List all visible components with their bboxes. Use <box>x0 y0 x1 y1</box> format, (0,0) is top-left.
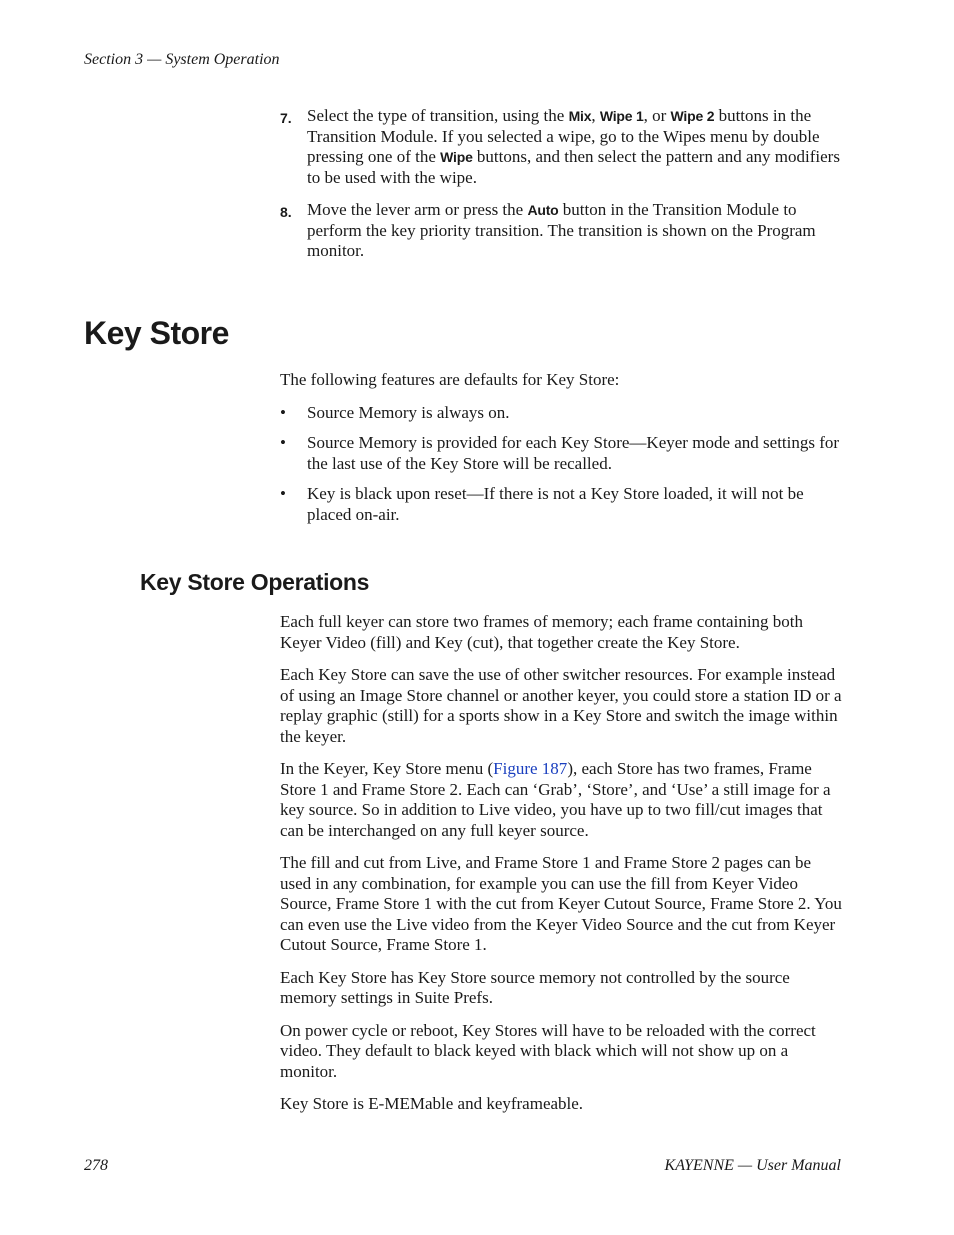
paragraph: The fill and cut from Live, and Frame Store 1 and Frame Store 2 pages can be used in any combination, for example you can use the fill from Keyer Video Source, Frame Store 1 with the cut from Keyer Cutout Source, Frame Store 2. You can even use the Live video from the Keyer Video Source and the cut from Keyer Cutout Source, Frame Store 1. <box>280 853 842 954</box>
step-number: 7. <box>280 110 292 126</box>
paragraph: Each full keyer can store two frames of memory; each frame containing both Keyer Video (fill) and Key (cut), that together create the Key Store. <box>280 612 804 652</box>
step-number: 8. <box>280 204 292 220</box>
paragraph: On power cycle or reboot, Key Stores will have to be reloaded with the correct video. They default to black keyed with black which will not show up on a monitor. <box>280 1020 816 1081</box>
mix-button-label: Mix <box>568 108 592 124</box>
step-7 <box>280 106 840 188</box>
list-item: • Source Memory is provided for each Key Store—Keyer mode and settings for the last use of the Key Store will be recalled. <box>280 433 840 473</box>
auto-button-label: Auto <box>527 202 559 218</box>
intro-paragraph: The following features are defaults for Key Store: <box>280 370 620 389</box>
paragraph: In the Keyer, Key Store menu (Figure 187), each Store has two frames, Frame Store 1 and Frame Store 2. Each can ‘Grab’, ‘Store’, and ‘Use’ a still image for a key source. So in addition to Live video, you have up to two fill/cut images that can be interchanged on any full keyer source. <box>280 759 831 840</box>
procedure-steps <box>280 106 840 274</box>
wipe-button-label: Wipe <box>440 149 473 165</box>
figure-187-link[interactable]: Figure 187 <box>493 759 568 778</box>
page-number: 278 <box>84 1157 108 1174</box>
running-head: Section 3 — System Operation <box>84 51 280 68</box>
step-text: Move the lever arm or press the Auto button in the Transition Module to perform the key priority transition. The transition is shown on the Program monitor. <box>307 200 816 260</box>
key-store-section <box>280 370 842 535</box>
section-heading-key-store: Key Store <box>84 315 229 351</box>
bullet-icon: • <box>280 484 286 503</box>
paragraph: Each Key Store has Key Store source memory not controlled by the source memory settings in Suite Prefs. <box>280 967 790 1007</box>
wipe-1-button-label: Wipe 1 <box>599 108 644 124</box>
subsection-heading-key-store-operations: Key Store Operations <box>140 569 370 595</box>
step-text: Select the type of transition, using the Mix, Wipe 1, or Wipe 2 buttons in the Transition Module. If you selected a wipe, go to the Wipes menu by double pressing one of the Wipe buttons, and then select the pattern and any modifiers to be used with the wipe. <box>307 106 840 187</box>
defaults-list <box>280 403 842 526</box>
paragraph: Each Key Store can save the use of other switcher resources. For example instead of using an Image Store channel or another keyer, you could store a station ID or a replay graphic (still) for a sports show in a Key Store and switch the image within the keyer. <box>280 665 842 746</box>
key-store-operations-section <box>280 612 842 1127</box>
footer-title: KAYENNE — User Manual <box>664 1157 841 1174</box>
paragraph: Key Store is E-MEMable and keyframeable. <box>280 1094 584 1113</box>
wipe-2-button-label: Wipe 2 <box>670 108 715 124</box>
step-8 <box>280 200 840 262</box>
bullet-icon: • <box>280 433 286 452</box>
list-item: • Source Memory is always on. <box>280 402 510 422</box>
bullet-icon: • <box>280 402 286 422</box>
list-item: • Key is black upon reset—If there is not a Key Store loaded, it will not be placed on-air. <box>280 484 804 524</box>
